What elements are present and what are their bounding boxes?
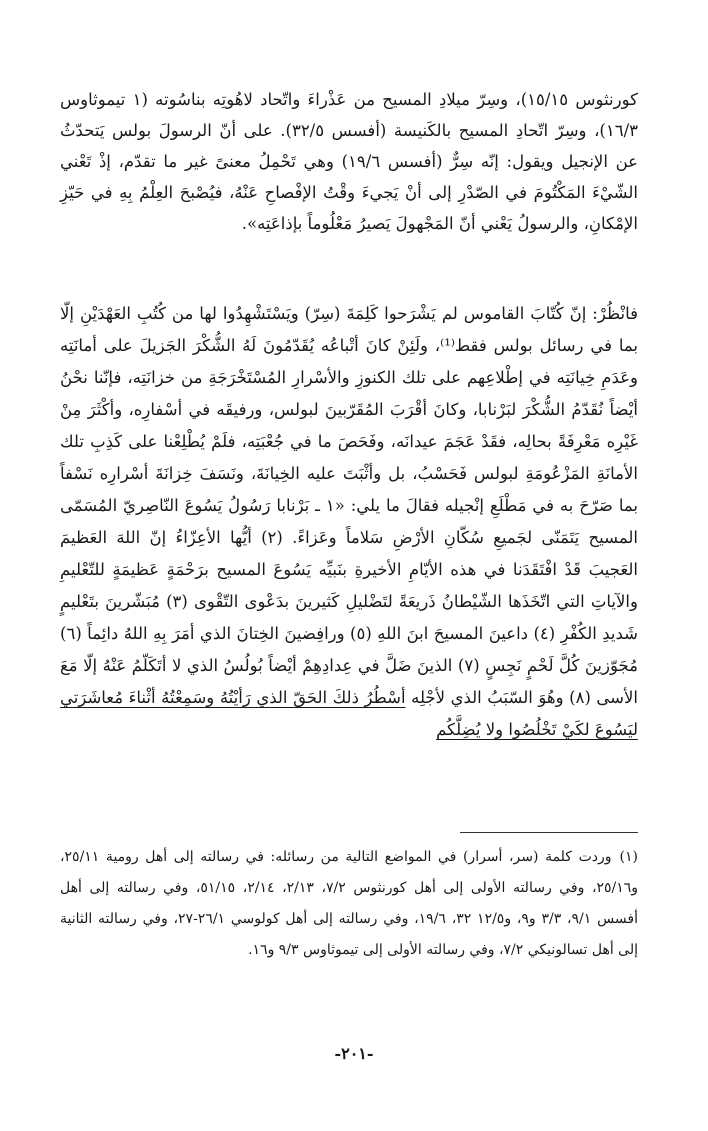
body-paragraph-2 xyxy=(60,298,638,746)
body-paragraph-1: كورنثوس ١٥/١٥)، وسِرّ ميلادِ المسيح من عَذْراءَ واتّحاد لاهُوتِه بناسُوته (١ تيموثاوس ١٦/٣)، وسِرّ اتّحادِ المسيح بالكَنيسة (أفسس ٣٢/٥). على أنّ الرسولَ بولس يَتحدّثُ عن الإنجيل ويقول: إنّه سِرٌّ (أفسس ١٩/٦) وهي تَحْمِلُ معنىً غير ما تقدّم، إذْ تَعْني الشّيْءَ المَكْتُومَ في الصّدْرِ إلى أنْ يَجيءَ وقْتُ الإفْصاحِ عَنْهُ، فيُصْبحَ العِلْمُ بِهِ في حَيّزِ الإمْكانِ، والرسولُ يَعْني أنّ المَجْهولَ يَصيرُ مَعْلُوماً بإذاعَتِه». xyxy=(60,90,638,233)
footnote-divider xyxy=(460,832,638,833)
page-number: -٢٠١- xyxy=(334,1044,374,1063)
footnote xyxy=(60,842,638,966)
underlined-text: أسْطُرُ ذلكَ الحَقّ الذي رَأيْتُهُ وسَمِعْتُهُ أثْناءَ مُعاشَرَتي ليَسُوعَ لكَيْ تَخْلُصُوا ولا يُضِلَّكُم xyxy=(60,688,638,739)
footnote-text: وردت كلمة (سر، أسرار) في المواضع التالية من رسائله: في رسالته إلى أهل رومية ٢٥/١١، و٢٥/١٦، وفي رسالته الأولى إلى أهل كورنثوس ٧/٢، ٢/١٣، ٢/١٤، ٥١/١٥، وفي رسالته إلى أهل أفسس ٩/١، ٣/٣ و٩، و١٢/٥ ٣٢، ١٩/٦، وفي رسالته إلى أهل كولوسي ٢٦/١-٢٧، وفي رسالته الثانية إلى أهل تسالونيكي ٧/٢، وفي رسالته الأولى إلى تيموثاوس ٩/٣ و١٦. xyxy=(60,849,639,958)
paragraph-2-main-text: فانْظُرْ: إنّ كُتّابَ القاموس لم يَشْرَحوا كَلِمَةَ (سِرّ) ويَسْتَشْهِدُوا لها من كُتُبِ العَهْدَيْنِ إلّا بما في رسائل بولس فقط⁽¹⁾، ولَئِنْ كانَ أتْباعُه يُقَدّمُونَ لَهُ الشُّكْرَ الجَزيلَ على أمانَتِه وعَدَمِ خِيانَتِه في إطْلاعِهم على تلك الكنوزِ والأسْرارِ المُسْتَخْرَجَةِ من خزانَتِه، فإنّنا نحْنُ أيْضاً نُقَدّمُ الشُّكْرَ لبَرْنابا، وكانَ أقْرَبَ المُقَرّبينَ لبولس، ورفيقَه في أسْفارِه، وأكْثَرَ مِنْ غَيْرِه مَعْرِفَةً بحالِه، فقَدْ عَجَمَ عيدانَه، وفَحَصَ ما في جُعْبَتِه، فلَمْ يُطْلِعْنا على كَذِبِ تلك الأمانَةِ المَزْعُومَةِ لبولس فَحَسْبُ، بل وأثْبَتَ عليه الخِيانَةَ، ونَسَفَ خِزانَةَ أسْرارِه نَسْفاً بما صَرّحَ به في مَطْلَعِ إنْجيله فقالَ ما يلي: «١ ـ بَرْنابا رَسُولُ يَسُوعَ النّاصِريّ المُسَمّى المسيح يَتَمَنّى لجَميعِ سُكّانِ الأرْضِ سَلاماً وعَزاءً. (٢) أيُّها الأعِزّاءُ إنّ اللهَ العَظيمَ العَجيبَ قَدْ افْتَقَدَنا في هذه الأيّامِ الأخيرةِ بنَبيِّه يَسُوعَ المسيح برَحْمَةٍ عَظيمَةٍ للتّعْليمِ والآياتِ التي اتّخَذَها الشّيْطانُ ذَريعَةً لتَضْليلِ كَثيرينَ بدَعْوى التّقْوى (٣) مُبَشّرينَ بتَعْليمٍ شَديدِ الكُفْرِ (٤) داعينَ المسيحَ ابنَ اللهِ (٥) ورافِضينَ الخِتانَ الذي أمَرَ بِهِ اللهُ دائِماً (٦) مُجَوّزينَ كُلَّ لَحْمٍ نَجِسٍ (٧) الذينَ ضَلَّ في عِدادِهِمْ أيْضاً بُولُسُ الذي لا أتَكَلّمُ عَنْهُ إلّا مَعَ الأسى (٨) وهُوَ السّبَبُ الذي لأجْلِه xyxy=(60,304,639,707)
footnote-marker: (١) xyxy=(619,849,638,865)
